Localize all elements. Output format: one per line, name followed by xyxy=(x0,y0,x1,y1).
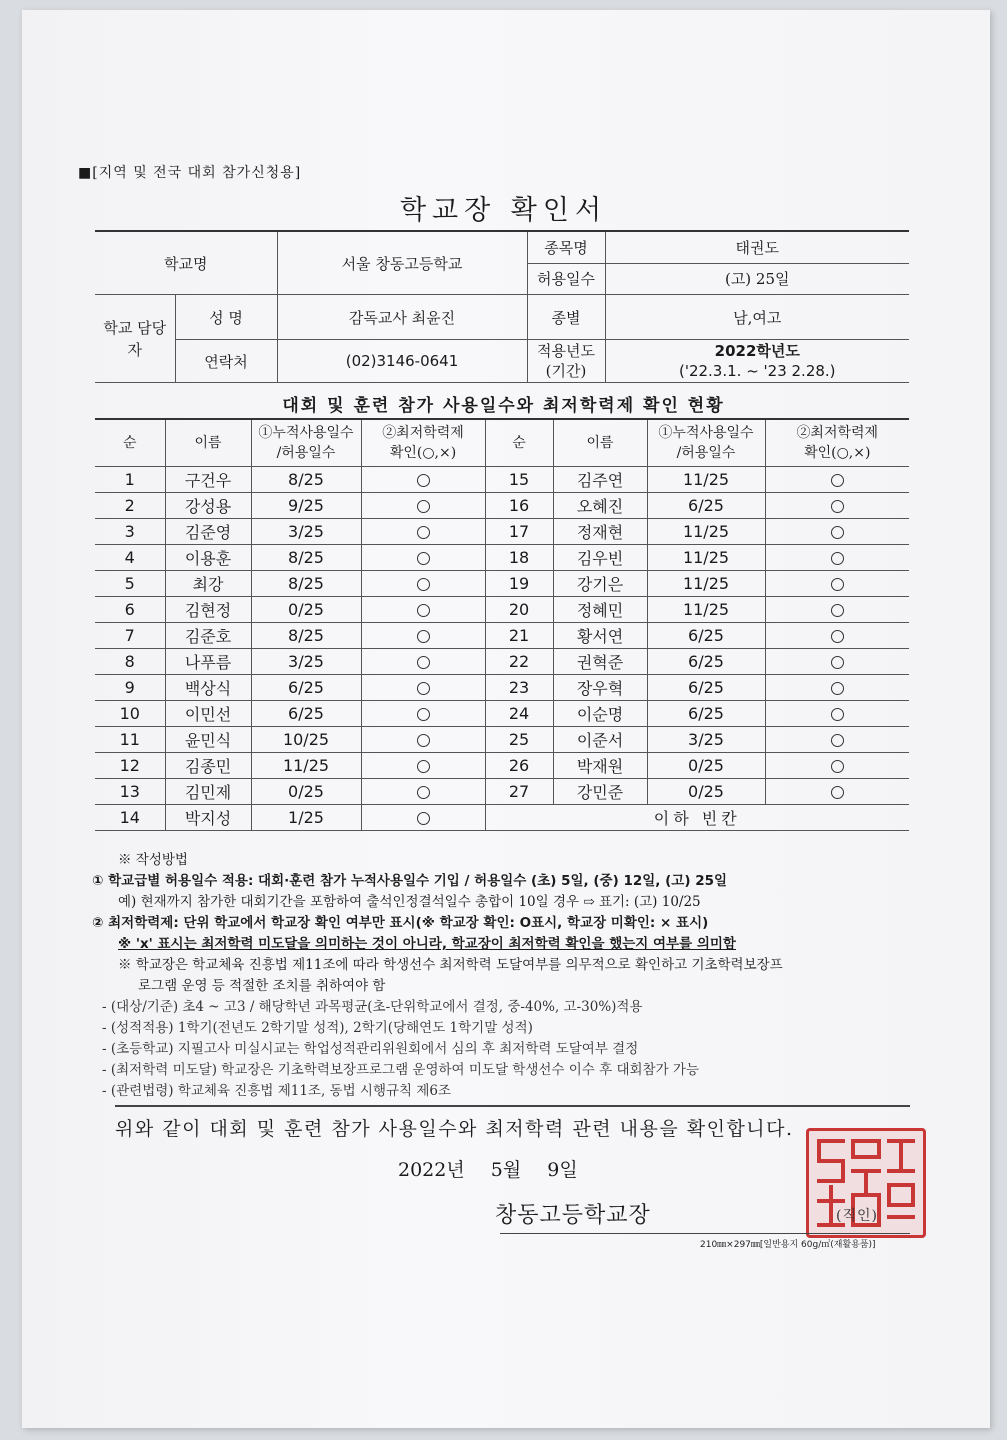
note-detail-4: - (최저학력 미도달) 학교장은 기초학력보장프로그램 운영하여 미도달 학생선수 이수 후 대회참가 가능 xyxy=(102,1062,699,1078)
student-name: 김민제 xyxy=(165,779,251,805)
table-row xyxy=(95,571,909,597)
name-label: 성 명 xyxy=(175,295,277,340)
academic-check-cell xyxy=(361,519,485,545)
table-row xyxy=(95,649,909,675)
used-days: 6/25 xyxy=(647,493,765,519)
note-2-mark: ② xyxy=(92,915,104,931)
circle-check-icon xyxy=(831,474,844,487)
student-name: 이민선 xyxy=(165,701,251,727)
academic-check-cell xyxy=(361,597,485,623)
student-name: 박재원 xyxy=(553,753,647,779)
header-check-line1: ②최저학력제 xyxy=(796,425,879,441)
student-name: 황서연 xyxy=(553,623,647,649)
student-name: 오혜진 xyxy=(553,493,647,519)
header-check-line1: ②최저학력제 xyxy=(382,425,464,441)
note-1-text: 학교급별 허용일수 적용: 대회·훈련 참가 누적사용일수 기입 / 허용일수 (초) 5일, (중) 12일, (고) 25일 xyxy=(108,873,728,889)
academic-check-cell xyxy=(361,701,485,727)
circle-check-icon xyxy=(417,578,430,591)
student-no: 6 xyxy=(95,597,165,623)
note-detail-5: - (관련법령) 학교체육 진흥법 제11조, 동법 시행규칙 제6조 xyxy=(102,1083,452,1099)
student-name: 백상식 xyxy=(165,675,251,701)
student-no: 9 xyxy=(95,675,165,701)
student-name: 김준호 xyxy=(165,623,251,649)
allowed-days-label: 허용일수 xyxy=(527,263,605,295)
note-2-sub1: ※ 'x' 표시는 최저학력 미도달을 의미하는 것이 아니라, 학교장이 최저학력 확인을 했는지 여부를 의미함 xyxy=(118,936,736,952)
academic-check-cell xyxy=(361,727,485,753)
academic-check-cell xyxy=(765,675,909,701)
used-days: 9/25 xyxy=(251,493,361,519)
student-name: 이준서 xyxy=(553,727,647,753)
academic-check-cell xyxy=(361,493,485,519)
note-1-mark: ① xyxy=(92,873,104,889)
student-name: 이용훈 xyxy=(165,545,251,571)
note-1-example: 예) 현재까지 참가한 대회기간을 포함하여 출석인정결석일수 총합이 10일 경우 ⇨ 표기: (고) 10/25 xyxy=(118,894,701,910)
sport-value: 태권도 xyxy=(605,231,909,263)
circle-check-icon xyxy=(417,812,430,825)
note-2-sub2b: 로그램 운영 등 적절한 조치를 취하여야 함 xyxy=(138,978,386,994)
used-days: 10/25 xyxy=(251,727,361,753)
academic-check-cell xyxy=(765,467,909,493)
document-title: 학교장 확인서 xyxy=(399,195,608,226)
table-row xyxy=(95,727,909,753)
student-no: 2 xyxy=(95,493,165,519)
student-no: 8 xyxy=(95,649,165,675)
student-no: 12 xyxy=(95,753,165,779)
circle-check-icon xyxy=(831,708,844,721)
student-no: 14 xyxy=(95,805,165,831)
student-no: 16 xyxy=(485,493,553,519)
school-info-table xyxy=(95,230,909,383)
used-days: 11/25 xyxy=(647,467,765,493)
header-no: 순 xyxy=(95,419,165,467)
student-name: 윤민식 xyxy=(165,727,251,753)
table-row xyxy=(95,545,909,571)
student-no: 27 xyxy=(485,779,553,805)
student-no: 11 xyxy=(95,727,165,753)
note-detail-2: - (성적적용) 1학기(전년도 2학기말 성적), 2학기(당해연도 1학기말 성적) xyxy=(102,1020,533,1036)
academic-year: 2022학년도 xyxy=(714,342,800,360)
note-2 xyxy=(92,913,912,934)
academic-check-cell xyxy=(361,623,485,649)
principal-title: 창동고등학교장 xyxy=(495,1203,651,1228)
school-name-label: 학교명 xyxy=(95,231,277,295)
academic-check-cell xyxy=(765,545,909,571)
student-table xyxy=(95,418,909,831)
issue-date: 2022년 5월 9일 xyxy=(398,1159,578,1181)
header-used-days-line1: ①누적사용일수 xyxy=(258,425,354,441)
table-row xyxy=(95,675,909,701)
student-no: 26 xyxy=(485,753,553,779)
circle-check-icon xyxy=(417,526,430,539)
academic-check-cell xyxy=(361,779,485,805)
confirmation-statement: 위와 같이 대회 및 훈련 참가 사용일수와 최저학력 관련 내용을 확인합니다. xyxy=(115,1118,794,1140)
academic-check-cell xyxy=(765,519,909,545)
allowed-days-value: (고) 25일 xyxy=(605,263,909,295)
circle-check-icon xyxy=(417,500,430,513)
student-name: 최강 xyxy=(165,571,251,597)
student-name: 김현정 xyxy=(165,597,251,623)
academic-check-cell xyxy=(361,805,485,831)
student-name: 정재현 xyxy=(553,519,647,545)
circle-check-icon xyxy=(831,552,844,565)
year-label xyxy=(527,340,605,383)
student-no: 22 xyxy=(485,649,553,675)
student-name: 김주연 xyxy=(553,467,647,493)
header-used-days-line2: /허용일수 xyxy=(676,445,736,461)
table-row xyxy=(95,753,909,779)
table-row xyxy=(95,779,909,805)
used-days: 3/25 xyxy=(647,727,765,753)
circle-check-icon xyxy=(417,734,430,747)
academic-check-cell xyxy=(765,779,909,805)
used-days: 0/25 xyxy=(251,597,361,623)
circle-check-icon xyxy=(831,760,844,773)
footer-divider xyxy=(500,1233,910,1234)
note-detail-3: - (초등학교) 지필고사 미실시교는 학업성적관리위원회에서 심의 후 최저학력 도달여부 결정 xyxy=(102,1041,639,1057)
seal-label: (직인) xyxy=(836,1208,878,1224)
used-days: 6/25 xyxy=(647,701,765,727)
header-used-days xyxy=(251,419,361,467)
student-table-header xyxy=(95,419,909,467)
academic-check-cell xyxy=(361,571,485,597)
student-no: 20 xyxy=(485,597,553,623)
header-check xyxy=(361,419,485,467)
used-days: 6/25 xyxy=(647,649,765,675)
circle-check-icon xyxy=(417,630,430,643)
student-name: 강기은 xyxy=(553,571,647,597)
academic-check-cell xyxy=(765,727,909,753)
student-name: 장우혁 xyxy=(553,675,647,701)
circle-check-icon xyxy=(831,500,844,513)
student-no: 23 xyxy=(485,675,553,701)
note-2-text: 최저학력제: 단위 학교에서 학교장 확인 여부만 표시(※ 학교장 확인: O표시, 학교장 미확인: × 표시) xyxy=(108,915,709,931)
student-name: 나푸름 xyxy=(165,649,251,675)
used-days: 11/25 xyxy=(251,753,361,779)
used-days: 8/25 xyxy=(251,623,361,649)
student-name: 박지성 xyxy=(165,805,251,831)
student-name: 김우빈 xyxy=(553,545,647,571)
student-name: 김준영 xyxy=(165,519,251,545)
form-usage-label: ■[지역 및 전국 대회 참가신청용] xyxy=(78,165,302,181)
notes-heading: ※ 작성방법 xyxy=(118,852,188,868)
gender-label: 종별 xyxy=(527,295,605,340)
circle-check-icon xyxy=(831,786,844,799)
student-no: 24 xyxy=(485,701,553,727)
circle-check-icon xyxy=(417,552,430,565)
header-used-days-line2: /허용일수 xyxy=(276,445,336,461)
student-name: 구건우 xyxy=(165,467,251,493)
student-name: 정혜민 xyxy=(553,597,647,623)
student-name: 이순명 xyxy=(553,701,647,727)
table-row xyxy=(95,467,909,493)
circle-check-icon xyxy=(417,604,430,617)
table-row xyxy=(95,623,909,649)
school-name-value: 서울 창동고등학교 xyxy=(277,231,527,295)
circle-check-icon xyxy=(831,526,844,539)
contact-person-label: 학교 담당자 xyxy=(95,295,175,383)
used-days: 6/25 xyxy=(647,675,765,701)
year-label-line2: (기간) xyxy=(545,362,587,380)
header-used-days-line1: ①누적사용일수 xyxy=(658,425,754,441)
academic-check-cell xyxy=(361,649,485,675)
student-name: 김종민 xyxy=(165,753,251,779)
header-check-line2: 확인(○,×) xyxy=(804,445,871,461)
header-no: 순 xyxy=(485,419,553,467)
name-value: 감독교사 최윤진 xyxy=(277,295,527,340)
phone-value: (02)3146-0641 xyxy=(277,340,527,383)
circle-check-icon xyxy=(417,760,430,773)
student-no: 21 xyxy=(485,623,553,649)
student-no: 13 xyxy=(95,779,165,805)
academic-check-cell xyxy=(765,701,909,727)
circle-check-icon xyxy=(831,656,844,669)
section-title: 대회 및 훈련 참가 사용일수와 최저학력제 확인 현황 xyxy=(282,396,725,416)
used-days: 8/25 xyxy=(251,545,361,571)
circle-check-icon xyxy=(831,578,844,591)
used-days: 11/25 xyxy=(647,571,765,597)
note-2-sub2a: ※ 학교장은 학교체육 진흥법 제11조에 따라 학생선수 최저학력 도달여부를 의무적으로 확인하고 기초학력보장프 xyxy=(118,957,783,973)
year-label-line1: 적용년도 xyxy=(537,342,595,360)
student-name: 강민준 xyxy=(553,779,647,805)
student-no: 1 xyxy=(95,467,165,493)
academic-check-cell xyxy=(765,493,909,519)
academic-check-cell xyxy=(765,623,909,649)
note-detail-1: - (대상/기준) 초4 ~ 고3 / 해당학년 과목평균(초-단위학교에서 결정, 중-40%, 고-30%)적용 xyxy=(102,999,643,1015)
header-used-days xyxy=(647,419,765,467)
student-no: 3 xyxy=(95,519,165,545)
student-no: 7 xyxy=(95,623,165,649)
paper-spec-footer: 210㎜×297㎜[일반용지 60g/㎡(재활용품)] xyxy=(700,1240,876,1250)
circle-check-icon xyxy=(831,682,844,695)
circle-check-icon xyxy=(417,786,430,799)
table-row xyxy=(95,519,909,545)
blank-note: 이하 빈칸 xyxy=(485,805,909,831)
circle-check-icon xyxy=(831,604,844,617)
applicable-period: ('22.3.1. ~ '23 2.28.) xyxy=(678,362,836,380)
used-days: 8/25 xyxy=(251,571,361,597)
academic-check-cell xyxy=(765,571,909,597)
used-days: 0/25 xyxy=(647,779,765,805)
academic-check-cell xyxy=(361,545,485,571)
used-days: 11/25 xyxy=(647,519,765,545)
student-name: 강성용 xyxy=(165,493,251,519)
used-days: 6/25 xyxy=(647,623,765,649)
academic-check-cell xyxy=(765,649,909,675)
header-check-line2: 확인(○,×) xyxy=(389,445,457,461)
used-days: 0/25 xyxy=(647,753,765,779)
circle-check-icon xyxy=(417,656,430,669)
student-no: 10 xyxy=(95,701,165,727)
student-no: 19 xyxy=(485,571,553,597)
student-no: 18 xyxy=(485,545,553,571)
used-days: 6/25 xyxy=(251,701,361,727)
academic-check-cell xyxy=(765,753,909,779)
note-1 xyxy=(92,871,912,892)
header-name: 이름 xyxy=(553,419,647,467)
circle-check-icon xyxy=(831,630,844,643)
circle-check-icon xyxy=(417,474,430,487)
student-no: 5 xyxy=(95,571,165,597)
circle-check-icon xyxy=(417,708,430,721)
academic-check-cell xyxy=(765,597,909,623)
used-days: 3/25 xyxy=(251,649,361,675)
table-row xyxy=(95,701,909,727)
academic-check-cell xyxy=(361,675,485,701)
used-days: 3/25 xyxy=(251,519,361,545)
header-check xyxy=(765,419,909,467)
student-no: 25 xyxy=(485,727,553,753)
used-days: 0/25 xyxy=(251,779,361,805)
phone-label: 연락처 xyxy=(175,340,277,383)
academic-check-cell xyxy=(361,467,485,493)
divider-line xyxy=(115,1105,910,1107)
used-days: 11/25 xyxy=(647,597,765,623)
writing-instructions xyxy=(92,850,912,1102)
table-row xyxy=(95,597,909,623)
table-row xyxy=(95,493,909,519)
gender-value: 남,여고 xyxy=(605,295,909,340)
student-no: 17 xyxy=(485,519,553,545)
year-value xyxy=(605,340,909,383)
used-days: 1/25 xyxy=(251,805,361,831)
student-name: 권혁준 xyxy=(553,649,647,675)
header-name: 이름 xyxy=(165,419,251,467)
student-no: 4 xyxy=(95,545,165,571)
used-days: 6/25 xyxy=(251,675,361,701)
used-days: 11/25 xyxy=(647,545,765,571)
table-row xyxy=(95,805,909,831)
used-days: 8/25 xyxy=(251,467,361,493)
academic-check-cell xyxy=(361,753,485,779)
sport-label: 종목명 xyxy=(527,231,605,263)
student-no: 15 xyxy=(485,467,553,493)
circle-check-icon xyxy=(831,734,844,747)
circle-check-icon xyxy=(417,682,430,695)
